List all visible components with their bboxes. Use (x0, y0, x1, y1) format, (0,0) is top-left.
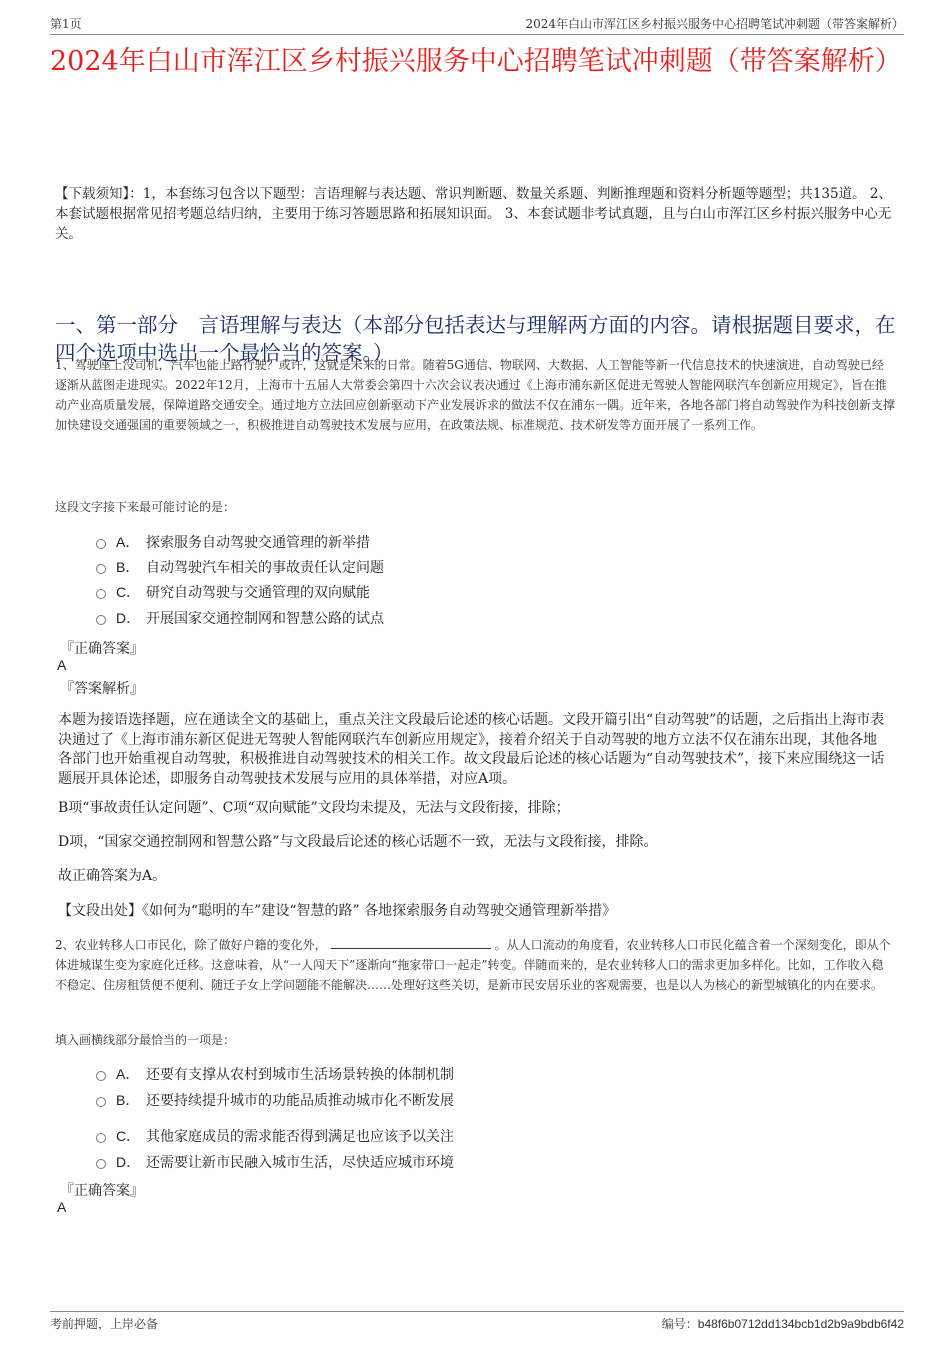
q2-option-c[interactable]: C． 其他家庭成员的需求能否得到满足也应该予以关注 (96, 1126, 454, 1146)
q2-answer: A (57, 1199, 67, 1215)
footer-slogan: 考前押题，上岸必备 (50, 1317, 159, 1331)
question-2-stem: 2、农业转移人口市民化，除了做好户籍的变化外， 。从人口流动的角度看，农业转移人口市民化蕴含着一个深刻变化，即从个体进城谋生变为家庭化迁移。这意味着，从“一人闯天下”逐渐向“拖家带口一起走”转变。伴随而来的，是农业转移人口的需求更加多样化。比如，工作收入稳不稳定、住房租赁便不便利、随迁子女上学问题能不能解决……处理好这些关切，是新市民安居乐业的客观需要，也是以人为核心的新型城镇化的内在要求。 (55, 938, 891, 992)
q2-option-b[interactable]: B． 还要持续提升城市的功能品质推动城市化不断发展 (96, 1090, 454, 1110)
q1-option-b[interactable]: B． 自动驾驶汽车相关的事故责任认定问题 (96, 557, 384, 577)
q1-option-a[interactable]: A． 探索服务自动驾驶交通管理的新举措 (96, 532, 370, 552)
question-1-prompt: 这段文字接下来最可能讨论的是： (55, 500, 236, 514)
q1-option-d[interactable]: D． 开展国家交通控制网和智慧公路的试点 (96, 608, 384, 628)
q1-analysis-paragraph: 本题为接语选择题，应在通读全文的基础上，重点关注文段最后论述的核心话题。文段开篇引出“自动驾驶”的话题，之后指出上海市表决通过了《上海市浦东新区促进无驾驶人智能网联汽车创新应用规定》，接着介绍关于自动驾驶的地方立法不仅在浦东出现，其他各地各部门也开始重视自动驾驶，积极推进自动驾驶技术的相关工作。故文段最后论述的核心话题为“自动驾驶技术”，接下来应围绕这一话题展开具体论述，即服务自动驾驶技术发展与应用的具体举措，对应A项。 (58, 712, 885, 787)
radio-icon[interactable] (96, 564, 106, 574)
radio-icon[interactable] (96, 1097, 106, 1107)
header-doc-title: 2024年白山市浑江区乡村振兴服务中心招聘笔试冲刺题（带答案解析） (525, 17, 904, 31)
radio-icon[interactable] (96, 615, 106, 625)
radio-icon[interactable] (96, 1071, 106, 1081)
page-number: 第1页 (50, 17, 82, 31)
q1-option-c[interactable]: C． 研究自动驾驶与交通管理的双向赋能 (96, 582, 370, 602)
page-header (50, 14, 904, 35)
question-1-stem: 1、驾驶座上没司机，汽车也能上路行驶？或许，这就是未来的日常。随着5G通信、物联网、大数据、人工智能等新一代信息技术的快速演进，自动驾驶已经逐渐从蓝图走进现实。2022年12月，上海市十五届人大常委会第四十六次会议表决通过《上海市浦东新区促进无驾驶人智能网联汽车创新应用规定》，旨在推动产业高质量发展，保障道路交通安全。通过地方立法回应创新驱动下产业发展诉求的做法不仅在浦东一隅。近年来，各地各部门将自动驾驶作为科技创新支撑加快建设交通强国的重要领域之一，积极推进自动驾驶技术发展与应用，在政策法规、标准规范、技术研发等方面开展了一系列工作。 (55, 358, 896, 432)
download-notice: 【下载须知】：1，本套练习包含以下题型：言语理解与表达题、常识判断题、数量关系题、判断推理题和资料分析题等题型；共135道。 2、本套试题根据常见招考题总结归纳，主要用于练习答题思路和拓展知识面。 3、本套试题非考试真题，且与白山市浑江区乡村振兴服务中心无关。 (55, 186, 892, 242)
page-footer (50, 1311, 904, 1331)
q1-answer: A (57, 657, 67, 673)
section-title: 一、第一部分 言语理解与表达（本部分包括表达与理解两方面的内容。请根据题目要求，在四个选项中选出一个最恰当的答案。） (55, 313, 896, 365)
document-code: 编号：b48f6b0712dd134bcb1d2b9a9bdb6f42 (661, 1317, 904, 1331)
fill-blank (331, 936, 491, 949)
q1-analysis-paragraph: B项“事故责任认定问题”、C项“双向赋能”文段均未提及，无法与文段衔接，排除； (58, 800, 570, 816)
question-2-prompt: 填入画横线部分最恰当的一项是： (55, 1033, 236, 1047)
q1-analysis-label: 『答案解析』 (60, 681, 144, 697)
q2-option-d[interactable]: D． 还需要让新市民融入城市生活，尽快适应城市环境 (96, 1152, 454, 1172)
q1-analysis-paragraph: D项，“国家交通控制网和智慧公路”与文段最后论述的核心话题不一致，无法与文段衔接，排除。 (58, 834, 658, 850)
q1-analysis-paragraph: 故正确答案为A。 (58, 868, 167, 884)
q1-answer-label: 『正确答案』 (60, 641, 144, 657)
q2-answer-label: 『正确答案』 (60, 1183, 144, 1199)
q2-option-a[interactable]: A． 还要有支撑从农村到城市生活场景转换的体制机制 (96, 1064, 454, 1084)
page-title: 2024年白山市浑江区乡村振兴服务中心招聘笔试冲刺题（带答案解析） (50, 46, 902, 77)
radio-icon[interactable] (96, 539, 106, 549)
radio-icon[interactable] (96, 1159, 106, 1169)
q1-source: 【文段出处】《如何为“聪明的车”建设“智慧的路” 各地探索服务自动驾驶交通管理新举措》 (58, 903, 617, 919)
radio-icon[interactable] (96, 1133, 106, 1143)
radio-icon[interactable] (96, 589, 106, 599)
